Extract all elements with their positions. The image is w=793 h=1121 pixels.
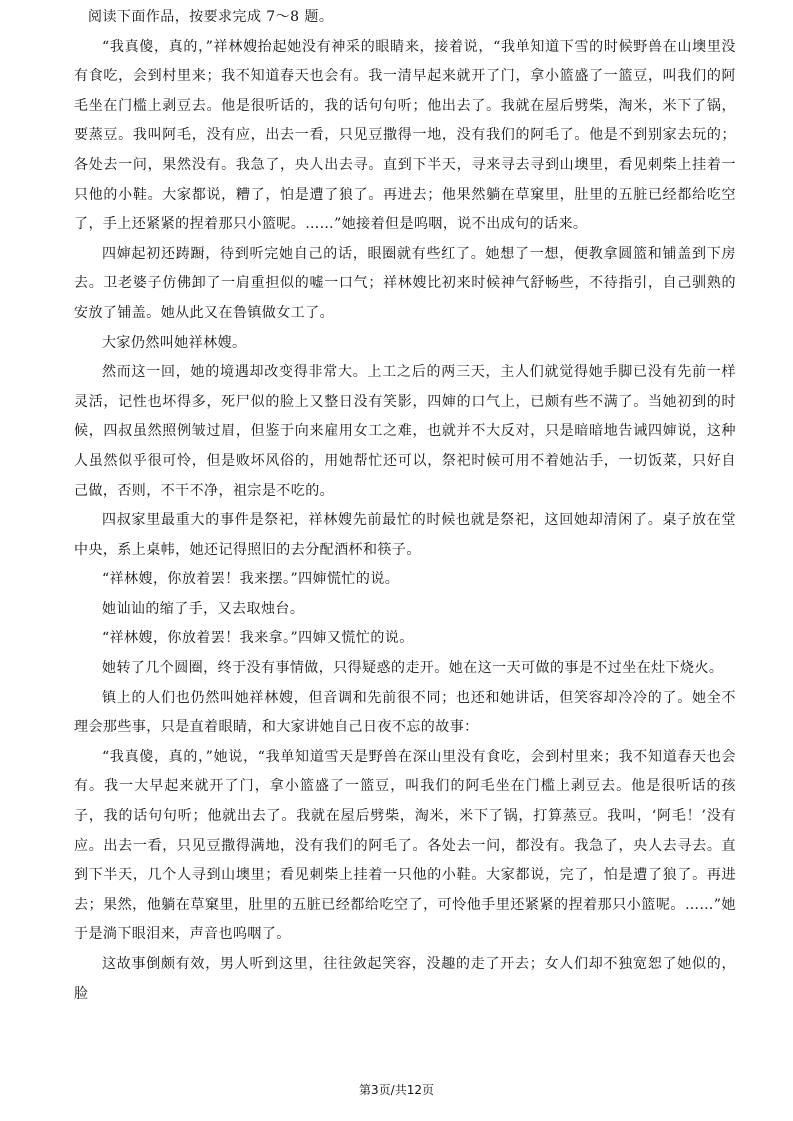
paragraph-12: 这故事倒颇有效，男人听到这里，往往敛起笑容，没趣的走了开去；女人们却不独宽恕了她似的，脸 <box>74 956 736 1002</box>
paragraph-1: “我真傻，真的，”祥林嫂抬起她没有神采的眼睛来，接着说，“我单知道下雪的时候野兽在山墺里没有食吃，会到村里来；我不知道春天也会有。我一清早起来就开了门，拿小篮盛了一篮豆，叫我们的阿毛坐在门槛上剥豆去。他是很听话的，我的话句句听；他出去了。我就在屋后劈柴，淘米，米下了锅，要蒸豆。我叫阿毛，没有应，出去一看，只见豆撒得一地，没有我们的阿毛了。他是不到别家去玩的；各处去一问，果然没有。我急了，央人出去寻。直到下半天，寻来寻去寻到山墺里，看见刺柴上挂着一只他的小鞋。大家都说，糟了，怕是遭了狼了。再进去；他果然躺在草窠里，肚里的五脏已经都给吃空了，手上还紧紧的捏着那只小篮呢。……”她接着但是呜咽，说不出成句的话来。 <box>74 38 736 233</box>
paragraph-8: “祥林嫂，你放着罢！我来拿。”四婶又慌忙的说。 <box>102 630 414 647</box>
page-number-footer: 第3页/共12页 <box>359 1083 434 1097</box>
paragraph-11: “我真傻，真的，”她说，“我单知道雪天是野兽在深山里没有食吃，会到村里来；我不知道春天也会有。我一大早起来就开了门，拿小篮盛了一篮豆，叫我们的阿毛坐在门槛上剥豆去。他是很听话的孩子，我的话句句听；他就出去了。我就在屋后劈柴，淘米，米下了锅，打算蒸豆。我叫，‘阿毛！’没有应。出去一看，只见豆撒得满地，没有我们的阿毛了。各处去一问，都没有。我急了，央人去寻去。直到下半天，几个人寻到山墺里；看见刺柴上挂着一只他的小鞋。大家都说，完了，怕是遭了狼了。再进去；果然，他躺在草窠里，肚里的五脏已经都给吃空了，可怜他手里还紧紧的捏着那只小篮呢。……”她于是淌下眼泪来，声音也呜咽了。 <box>74 748 736 943</box>
paragraph-6: “祥林嫂，你放着罢！我来摆。”四婶慌忙的说。 <box>102 571 400 588</box>
paragraph-4: 然而这一回，她的境遇却改变得非常大。上工之后的两三天，主人们就觉得她手脚已没有先前一样灵活，记性也坏得多，死尸似的脸上又整日没有笑影，四婶的口气上，已颇有些不满了。当她初到的时候，四叔虽然照例皱过眉，但鉴于向来雇用女工之难，也就并不大反对，只是暗暗地告诫四婶说，这种人虽然似乎很可怜，但是败坏风俗的，用她帮忙还可以，祭祀时候可用不着她沾手，一切饭菜，只好自己做，否则，不干不净，祖宗是不吃的。 <box>74 364 736 499</box>
paragraph-2: 四婶起初还踌蹰，待到听完她自己的话，眼圈就有些红了。她想了一想，便教拿圆篮和铺盖到下房去。卫老婆子仿佛卸了一肩重担似的嘘一口气；祥林嫂比初来时候神气舒畅些，不待指引，自己驯熟的安放了铺盖。她从此又在鲁镇做女工了。 <box>74 245 736 321</box>
instruction-line: 阅读下面作品，按要求完成 7～8 题。 <box>88 9 334 25</box>
paragraph-9: 她转了几个圆圈，终于没有事情做，只得疑惑的走开。她在这一天可做的事是不过坐在灶下烧火。 <box>102 660 724 677</box>
paragraph-7: 她讪讪的缩了手，又去取烛台。 <box>102 600 305 617</box>
document-body <box>74 3 736 1009</box>
paragraph-3: 大家仍然叫她祥林嫂。 <box>102 334 247 351</box>
paragraph-5: 四叔家里最重大的事件是祭祀，祥林嫂先前最忙的时候也就是祭祀，这回她却清闲了。桌子放在堂中央，系上桌帏，她还记得照旧的去分配酒杯和筷子。 <box>74 512 736 558</box>
paragraph-10: 镇上的人们也仍然叫她祥林嫂，但音调和先前很不同；也还和她讲话，但笑容却冷冷的了。她全不理会那些事，只是直着眼睛，和大家讲她自己日夜不忘的故事： <box>74 689 736 736</box>
